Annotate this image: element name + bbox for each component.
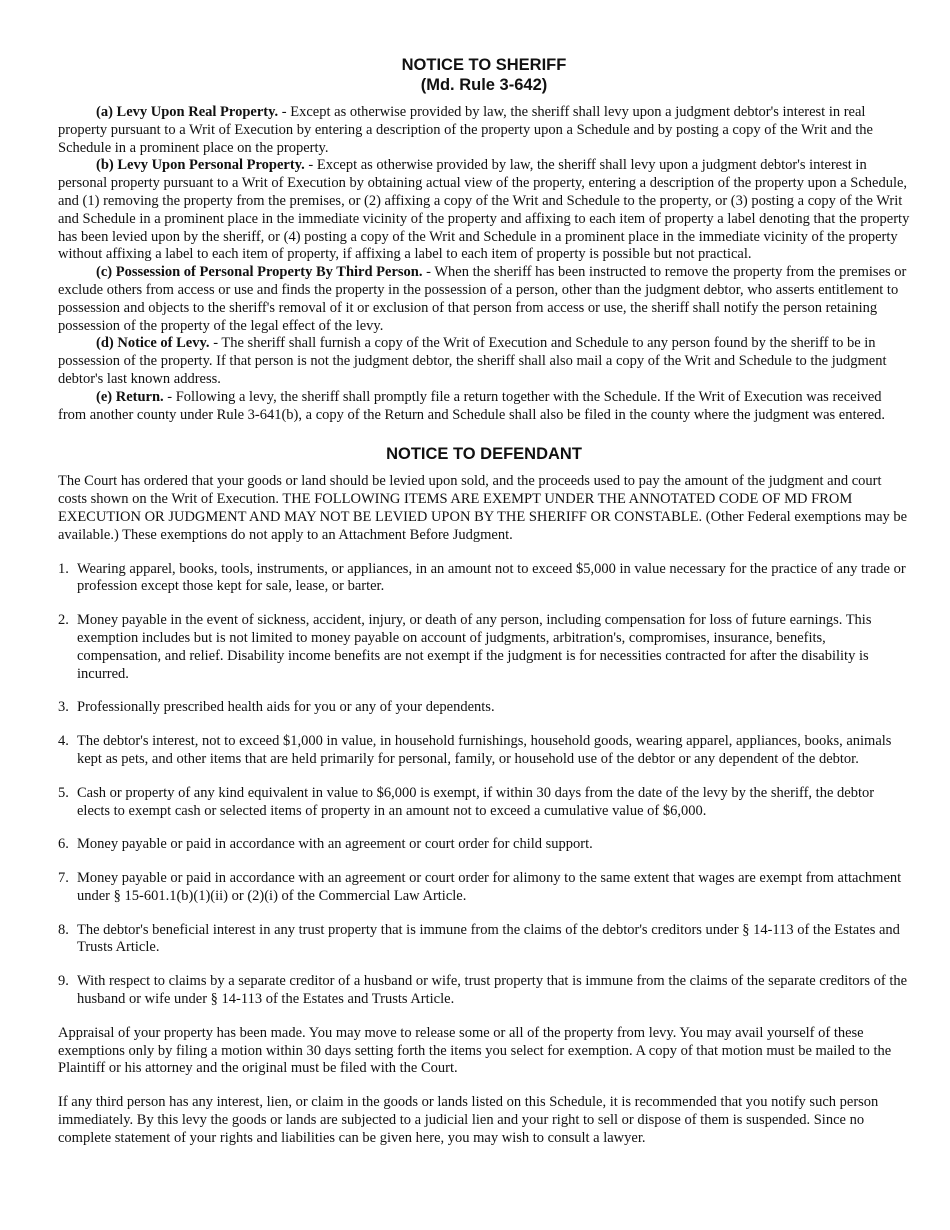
sheriff-notice-rule: (Md. Rule 3-642) bbox=[420, 76, 548, 94]
item-text: The debtor's beneficial interest in any trust property that is immune from the claims of the debtor's creditors under § 14-113 of the Estates and Trusts Article. bbox=[77, 921, 900, 956]
item-text: Money payable in the event of sickness, accident, injury, or death of any person, including compensation for loss of future earnings. This exemption includes but is not limited to money payable on account of judgments, arbitration's, compromises, insurance, benefits, compensation, and relief. Disability income benefits are not exempt if the judgment is for necessities contracted for after the disability is incurred. bbox=[77, 612, 872, 682]
list-item bbox=[58, 612, 910, 683]
sheriff-section-e bbox=[58, 389, 910, 425]
item-number: 7. bbox=[58, 870, 69, 887]
section-heading: (e) Return. bbox=[96, 388, 164, 405]
item-number: 2. bbox=[58, 612, 69, 629]
item-number: 4. bbox=[58, 733, 69, 750]
sheriff-section-a bbox=[58, 104, 910, 157]
sheriff-section-c bbox=[58, 264, 910, 335]
section-heading: (c) Possession of Personal Property By Third Person. bbox=[96, 264, 423, 281]
defendant-intro: The Court has ordered that your goods or land should be levied upon sold, and the proceeds used to pay the amount of the judgment and court costs shown on the Writ of Execution. THE FOLLOWING ITEMS ARE EXEMPT UNDER THE ANNOTATED CODE OF MD FROM EXECUTION OR JUDGMENT AND MAY NOT BE LEVIED UPON BY THE SHERIFF OR CONSTABLE. (Other Federal exemptions may be available.) These exemptions do not apply to an Attachment Before Judgment. bbox=[58, 473, 908, 543]
section-text: - The sheriff shall furnish a copy of the Writ of Execution and Schedule to any person found by the sheriff to be in possession of the property. If that person is not the judgment debtor, the sheriff shall also mail a copy of the Writ and Schedule to the judgment debtor's last known address. bbox=[58, 335, 887, 387]
list-item bbox=[58, 699, 910, 717]
list-item bbox=[58, 836, 910, 854]
item-number: 9. bbox=[58, 973, 69, 990]
section-heading: (d) Notice of Levy. bbox=[96, 335, 210, 352]
list-item bbox=[58, 870, 910, 906]
item-text: Cash or property of any kind equivalent in value to $6,000 is exempt, if within 30 days from the date of the levy by the sheriff, the debtor elects to exempt cash or selected items of property in an amount not to exceed a cumulative value of $6,000. bbox=[77, 784, 875, 819]
list-item bbox=[58, 733, 910, 769]
section-heading: (a) Levy Upon Real Property. bbox=[96, 104, 279, 120]
section-text: - Except as otherwise provided by law, the sheriff shall levy upon a judgment debtor's interest in personal property pursuant to a Writ of Execution by obtaining actual view of the property, entering a description of the property upon a Schedule, and (1) removing the property from the premises, or (2) affixing a copy of the Writ and Schedule to the property, or (3) posting a copy of the Writ and Schedule in a prominent place in the immediate vicinity of the property and affixing to each item of property a label denoting that the property has been levied upon by the sheriff, or (4) posting a copy of the Writ and Schedule in a prominent place in the immediate vicinity of the property without affixing a label to each item of property, if affixing a label to each item of property is possible but not practical. bbox=[58, 157, 910, 263]
list-item bbox=[58, 922, 910, 958]
sheriff-section-b bbox=[58, 157, 910, 264]
section-text: - Following a levy, the sheriff shall promptly file a return together with the Schedule. If the Writ of Execution was received from another county under Rule 3-641(b), a copy of the Return and Schedule shall also be filed in the county where the judgment was entered. bbox=[58, 388, 886, 423]
item-text: Money payable or paid in accordance with an agreement or court order for alimony to the same extent that wages are exempt from attachment under § 15-601.1(b)(1)(ii) or (2)(i) of the Commercial Law Article. bbox=[77, 870, 902, 904]
item-number: 6. bbox=[58, 836, 69, 853]
sheriff-notice-title: NOTICE TO SHERIFF bbox=[401, 56, 567, 74]
sheriff-notice-body bbox=[58, 104, 910, 424]
section-text: - When the sheriff has been instructed to remove the property from the premises or exclude others from access or use and finds the property in the possession of a person, other than the judgment debtor, who asserts entitlement to possession and objects to the sheriff's removal of it or exclusion of that person from access or use, the sheriff shall notify the person retaining possession of the property of the legal effect of the levy. bbox=[58, 264, 907, 334]
exemption-list bbox=[58, 561, 910, 1009]
item-text: The debtor's interest, not to exceed $1,000 in value, in household furnishings, household goods, wearing apparel, appliances, books, animals kept as pets, and other items that are held primarily for personal, family, or household use of the debtor or any dependent of the debtor. bbox=[77, 733, 892, 767]
item-text: With respect to claims by a separate creditor of a husband or wife, trust property that is immune from the claims of the separate creditors of the husband or wife under § 14-113 of the Estates and Trusts Article. bbox=[77, 973, 908, 1008]
item-number: 3. bbox=[58, 699, 69, 716]
item-text: Wearing apparel, books, tools, instruments, or appliances, in an amount not to exceed $5,000 in value necessary for the practice of any trade or profession except those kept for sale, lease, or barter. bbox=[77, 560, 906, 595]
third-person-paragraph: If any third person has any interest, lien, or claim in the goods or lands listed on this Schedule, it is recommended that you notify such person immediately. By this levy the goods or lands are subjected to a judicial lien and your right to sell or dispose of them is suspended. Since no complete statement of your rights and liabilities can be given here, you may wish to consult a lawyer. bbox=[58, 1094, 879, 1146]
item-text: Professionally prescribed health aids for you or any of your dependents. bbox=[77, 699, 495, 716]
list-item bbox=[58, 561, 910, 597]
appraisal-paragraph: Appraisal of your property has been made. You may move to release some or all of the property from levy. You may avail yourself of these exemptions only by filing a motion within 30 days setting forth the items you select for exemption. A copy of that motion must be mailed to the Plaintiff or his attorney and the original must be filed with the Court. bbox=[58, 1024, 892, 1077]
item-text: Money payable or paid in accordance with an agreement or court order for child support. bbox=[77, 836, 593, 853]
section-text: - Except as otherwise provided by law, the sheriff shall levy upon a judgment debtor's interest in real property pursuant to a Writ of Execution by entering a description of the property upon a Schedule and by posting a copy of the Writ and the Schedule in a prominent place on the property. bbox=[58, 104, 873, 156]
defendant-notice-body bbox=[58, 473, 910, 1147]
item-number: 5. bbox=[58, 784, 69, 801]
section-heading: (b) Levy Upon Personal Property. bbox=[96, 157, 305, 174]
item-number: 1. bbox=[58, 560, 69, 577]
sheriff-section-d bbox=[58, 335, 910, 388]
item-number: 8. bbox=[58, 921, 69, 938]
list-item bbox=[58, 785, 910, 821]
defendant-notice-title: NOTICE TO DEFENDANT bbox=[386, 445, 582, 464]
list-item bbox=[58, 973, 910, 1009]
